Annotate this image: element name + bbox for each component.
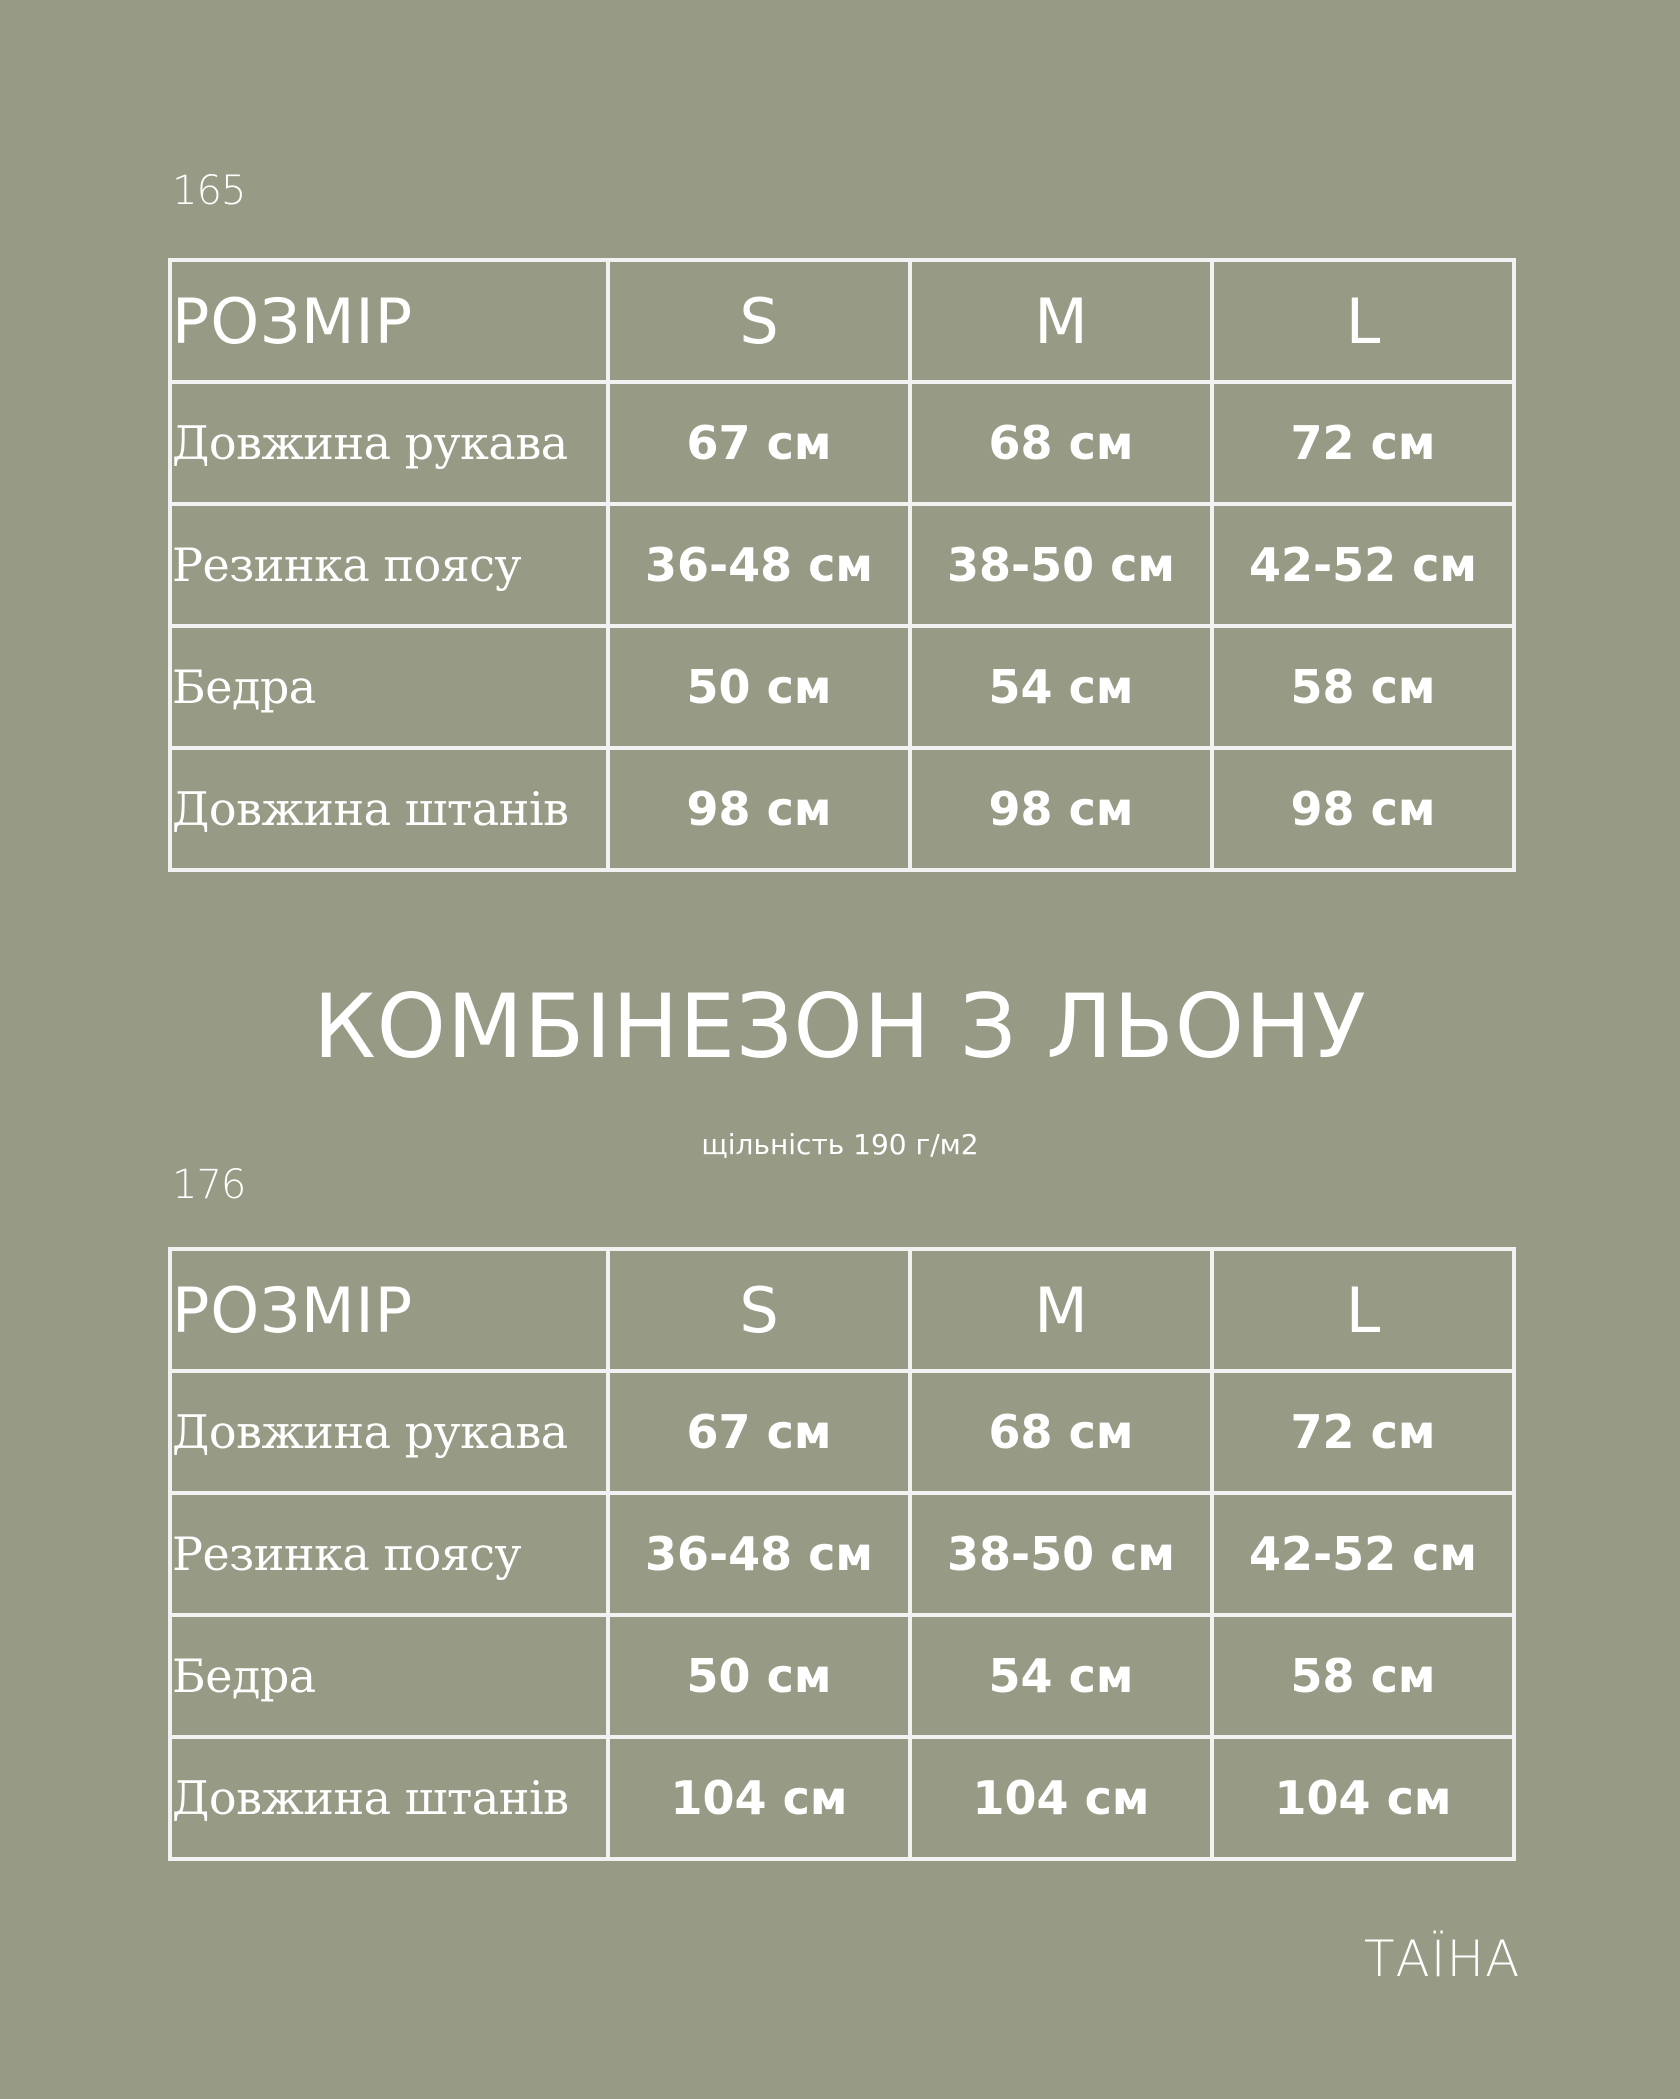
cell-sleeve-s: 67 см bbox=[608, 1371, 910, 1493]
cell-waistband-s: 36-48 см bbox=[608, 1493, 910, 1615]
cell-pants-length-s: 104 см bbox=[608, 1737, 910, 1859]
cell-waistband-l: 42-52 см bbox=[1212, 1493, 1514, 1615]
cell-hips-m: 54 см bbox=[910, 626, 1212, 748]
header-size-label: РОЗМІР bbox=[170, 260, 608, 382]
size-table-165 bbox=[168, 258, 1516, 872]
cell-hips-s: 50 см bbox=[608, 1615, 910, 1737]
cell-pants-length-m: 104 см bbox=[910, 1737, 1212, 1859]
cell-sleeve-l: 72 см bbox=[1212, 1371, 1514, 1493]
fabric-density: щільність 190 г/м2 bbox=[701, 1128, 979, 1161]
cell-waistband-m: 38-50 см bbox=[910, 504, 1212, 626]
height-label-176: 176 bbox=[172, 1162, 246, 1208]
cell-sleeve-m: 68 см bbox=[910, 382, 1212, 504]
table-row bbox=[170, 626, 1514, 748]
product-title: КОМБІНЕЗОН З ЛЬОНУ bbox=[313, 975, 1367, 1078]
size-table-176 bbox=[168, 1247, 1516, 1861]
table-row bbox=[170, 504, 1514, 626]
header-size-l: L bbox=[1212, 1249, 1514, 1371]
cell-pants-length-s: 98 см bbox=[608, 748, 910, 870]
row-label-waistband: Резинка поясу bbox=[170, 504, 608, 626]
table-row bbox=[170, 1493, 1514, 1615]
header-size-l: L bbox=[1212, 260, 1514, 382]
header-size-s: S bbox=[608, 1249, 910, 1371]
cell-sleeve-s: 67 см bbox=[608, 382, 910, 504]
cell-waistband-m: 38-50 см bbox=[910, 1493, 1212, 1615]
cell-hips-s: 50 см bbox=[608, 626, 910, 748]
cell-hips-l: 58 см bbox=[1212, 1615, 1514, 1737]
cell-waistband-l: 42-52 см bbox=[1212, 504, 1514, 626]
header-size-m: M bbox=[910, 1249, 1212, 1371]
row-label-sleeve: Довжина рукава bbox=[170, 382, 608, 504]
cell-hips-l: 58 см bbox=[1212, 626, 1514, 748]
table-header-row bbox=[170, 1249, 1514, 1371]
cell-waistband-s: 36-48 см bbox=[608, 504, 910, 626]
row-label-waistband: Резинка поясу bbox=[170, 1493, 608, 1615]
row-label-hips: Бедра bbox=[170, 626, 608, 748]
cell-pants-length-l: 104 см bbox=[1212, 1737, 1514, 1859]
cell-sleeve-m: 68 см bbox=[910, 1371, 1212, 1493]
table-header-row bbox=[170, 260, 1514, 382]
header-size-m: M bbox=[910, 260, 1212, 382]
brand-logo-text: ТАЇНА bbox=[1364, 1930, 1521, 1988]
header-size-label: РОЗМІР bbox=[170, 1249, 608, 1371]
table-row bbox=[170, 382, 1514, 504]
table-row bbox=[170, 1737, 1514, 1859]
cell-pants-length-m: 98 см bbox=[910, 748, 1212, 870]
table-row bbox=[170, 748, 1514, 870]
cell-pants-length-l: 98 см bbox=[1212, 748, 1514, 870]
cell-sleeve-l: 72 см bbox=[1212, 382, 1514, 504]
height-label-165: 165 bbox=[172, 168, 246, 214]
header-size-s: S bbox=[608, 260, 910, 382]
row-label-hips: Бедра bbox=[170, 1615, 608, 1737]
table-row bbox=[170, 1371, 1514, 1493]
row-label-pants-length: Довжина штанів bbox=[170, 748, 608, 870]
table-row bbox=[170, 1615, 1514, 1737]
cell-hips-m: 54 см bbox=[910, 1615, 1212, 1737]
row-label-pants-length: Довжина штанів bbox=[170, 1737, 608, 1859]
row-label-sleeve: Довжина рукава bbox=[170, 1371, 608, 1493]
